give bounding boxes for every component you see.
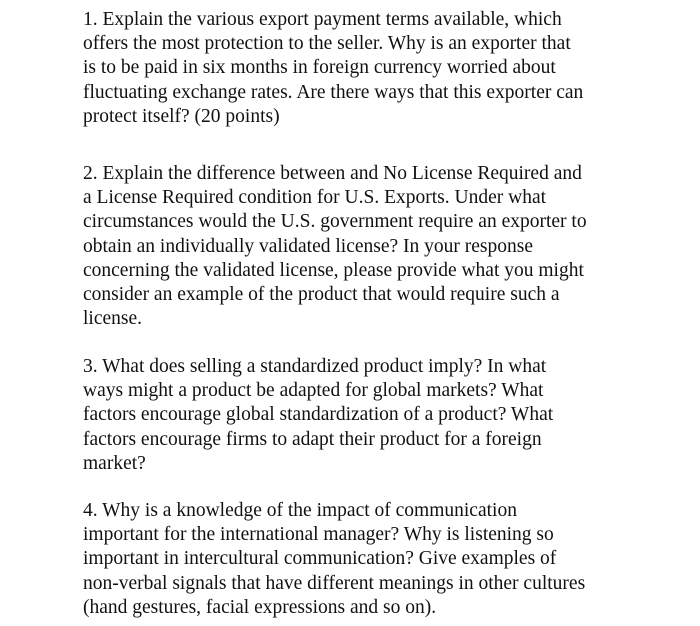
question-2-line-3: circumstances would the U.S. government require an exporter to [83, 211, 587, 233]
question-3-line-1: 3. What does selling a standardized product imply? In what [83, 356, 547, 377]
question-1-line-4: fluctuating exchange rates. Are there ways that this exporter can [83, 81, 584, 103]
question-3-line-5: market? [83, 452, 146, 474]
question-3-line-4: factors encourage firms to adapt their product for a foreign [83, 428, 542, 450]
question-2-line-4: obtain an individually validated license? In your response [83, 235, 533, 257]
question-2 [83, 162, 643, 331]
question-1-line-3: is to be paid in six months in foreign currency worried about [83, 57, 556, 79]
question-2-line-2: a License Required condition for U.S. Exports. Under what [83, 187, 547, 209]
question-4-line-5: (hand gestures, facial expressions and so on). [83, 596, 437, 618]
question-2-line-7: license. [83, 308, 143, 330]
question-4-line-3: important in intercultural communication? Give examples of [83, 548, 557, 570]
question-4-line-1: 4. Why is a knowledge of the impact of communication [83, 500, 517, 521]
question-3-line-2: ways might a product be adapted for global markets? What [83, 380, 544, 402]
question-3-line-3: factors encourage global standardization of a product? What [83, 404, 554, 426]
question-1-line-1: 1. Explain the various export payment terms available, which [83, 9, 562, 30]
question-4-line-4: non-verbal signals that have different meanings in other cultures [83, 572, 586, 594]
question-2-line-6: consider an example of the product that would require such a [83, 284, 560, 306]
question-1-line-2: offers the most protection to the seller. Why is an exporter that [83, 33, 571, 55]
question-1 [83, 8, 643, 129]
question-2-line-5: concerning the validated license, please provide what you might [83, 259, 584, 281]
question-3 [83, 355, 643, 476]
question-2-line-1: 2. Explain the difference between and No License Required and [83, 163, 582, 184]
question-1-line-5: protect itself? (20 points) [83, 105, 280, 127]
question-4 [83, 499, 643, 620]
question-4-line-2: important for the international manager? Why is listening so [83, 524, 554, 546]
